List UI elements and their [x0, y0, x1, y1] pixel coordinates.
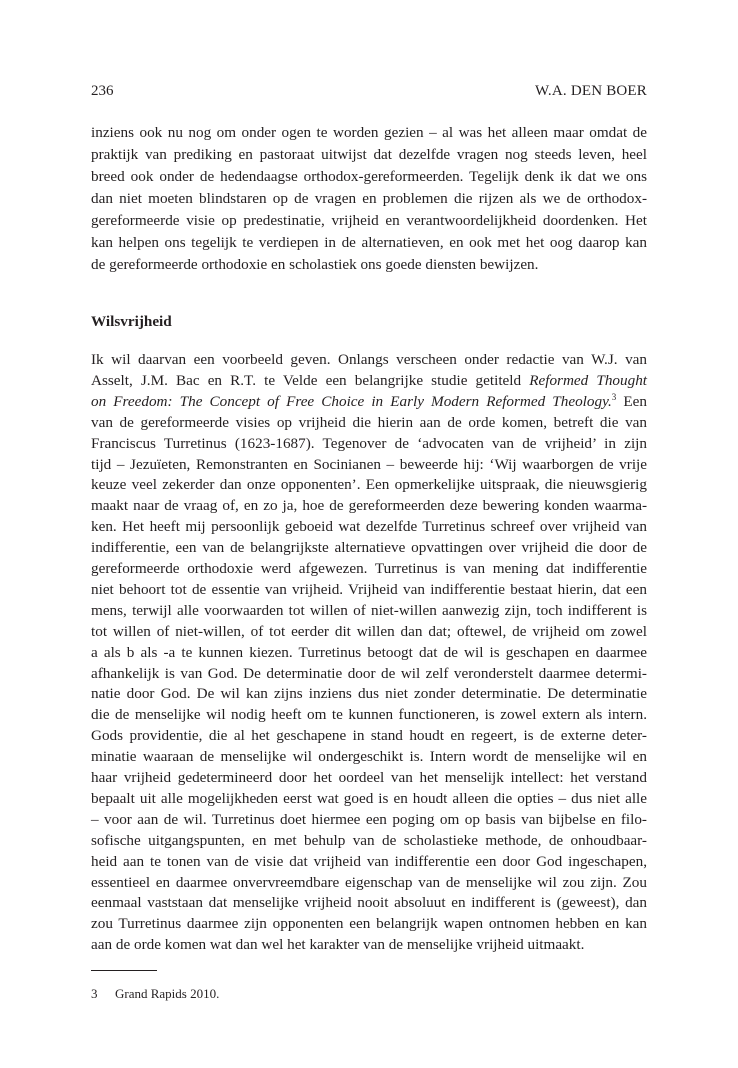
- text-line: praktijk van prediking en pastoraat uitwijst dat dezelfde vragen nog steeds leven, heel: [91, 146, 647, 163]
- text-line: afhankelijk is van God. De determinatie door de wil zelf veronderstelt daarmee determi-: [91, 664, 647, 682]
- footnote-reference[interactable]: 3: [611, 391, 617, 402]
- text-line: a als b als -a te kunnen kiezen. Turretinus betoogt dat de wil is geschapen en daarmee: [91, 643, 647, 661]
- text-line: gereformeerde visie op predestinatie, vrijheid en verantwoordelijkheid doordenken. Het: [91, 212, 647, 229]
- book-title-italic: Reformed Thought: [529, 371, 648, 389]
- text-line: [91, 391, 647, 413]
- text-line: de gereformeerde orthodoxie en scholastiek ons goede diensten bewijzen.: [91, 256, 539, 273]
- text-line: Ik wil daarvan een voorbeeld geven. Onlangs verscheen onder redactie van W.J. van: [91, 351, 647, 368]
- text-line: bepaalt uit alle mogelijkheden eerst wat goed is en houdt alleen die opties – dus niet alle: [91, 789, 647, 807]
- text-line: kan helpen ons tegelijk te verdiepen in de alternatieven, en ook met het oog daarop kan: [91, 234, 647, 251]
- page-number: 236: [91, 83, 114, 99]
- text-line: breed ook onder de hedendaagse orthodox-gereformeerden. Tegelijk denk ik dat we ons: [91, 168, 647, 185]
- running-head: W.A. DEN BOER: [534, 83, 647, 99]
- text-line: keuze veel zekerder dan onze opponenten’. Een opmerkelijke uitspraak, die nieuwsgierig: [91, 476, 647, 494]
- text-line: [91, 370, 647, 392]
- text-line: natie door God. De wil kan zijns inziens dus niet zonder determinatie. De determinatie: [91, 685, 647, 703]
- book-title-italic: on Freedom: The Concept of Free Choice in Early Modern Reformed Theology.: [91, 392, 612, 410]
- text-line: aan de orde komen wat dan wel het karakter van de menselijke vrijheid uitmaakt.: [91, 936, 585, 954]
- text-line: mens, terwijl alle voorwaarden tot willen of niet-willen aanwezig zijn, toch indifferent is: [91, 601, 647, 619]
- section-heading: Wilsvrijheid: [91, 313, 172, 330]
- text-line: tot willen of niet-willen, of tot eerder dit willen dan dat; oftewel, de vrijheid om zowel: [91, 622, 647, 640]
- footnote-text: Grand Rapids 2010.: [115, 986, 220, 1001]
- page-header: [91, 81, 647, 101]
- footnote-separator: [91, 970, 157, 971]
- text-run: Asselt, J.M. Bac en R.T. te Velde een belangrijke studie getiteld: [91, 371, 530, 389]
- text-line: heid aan te tonen van de visie dat vrijheid van indifferentie een door God ingeschapen,: [91, 852, 647, 870]
- text-line: dan niet moeten blindstaren op de vragen en problemen die rijzen als we de orthodox-: [91, 190, 647, 207]
- footnote-number: 3: [91, 986, 98, 1001]
- text-line: eenmaal vaststaan dat menselijke vrijheid nooit absoluut en indifferent is (geweest), dan: [91, 894, 647, 912]
- text-line: essentieel en daarmee onvervreemdbare eigenschap van de menselijke wil zou zijn. Zou: [91, 873, 647, 891]
- text-line: minatie waaraan de menselijke wil ondergeschikt is. Intern wordt de menselijke wil en: [91, 748, 647, 766]
- text-line: haar vrijheid gedetermineerd door het oordeel van het menselijk intellect: het verstand: [91, 769, 647, 786]
- text-line: – voor aan de wil. Turretinus doet hiermee een poging om op basis van bijbelse en filo-: [91, 810, 647, 828]
- text-line: van de gereformeerde visies op vrijheid die hierin aan de orde komen, betreft die van: [91, 413, 647, 431]
- text-line: indifferentie, een van de belangrijkste alternatieve opvattingen over vrijheid die door de: [91, 539, 647, 557]
- text-run: Een: [616, 392, 647, 410]
- text-line: ken. Het heeft mij persoonlijk geboeid wat dezelfde Turretinus schreef over vrijheid van: [91, 518, 647, 536]
- text-line: tijd – Jezuïeten, Remonstranten en Socinianen – beweerde hij: ‘Wij waarborgen de vrije: [91, 455, 647, 473]
- text-line: maakt naar de vraag of, en zo ja, hoe de gereformeerden deze bewering konden waarma-: [91, 497, 647, 515]
- text-line: inziens ook nu nog om onder ogen te worden gezien – al was het alleen maar omdat de: [91, 124, 647, 141]
- text-line: zou Turretinus daarmee zijn opponenten een belangrijk wapen ontnomen hebben en kan: [91, 915, 647, 933]
- footnote: [91, 985, 219, 1003]
- text-line: sofische uitgangspunten, en met behulp van de scholastieke methode, de onhoudbaar-: [91, 831, 647, 849]
- text-line: gereformeerde orthodoxie werd afgewezen. Turretinus is van mening dat indifferentie: [91, 560, 647, 577]
- text-line: Gods providentie, die al het geschapene in stand houdt en regeert, is de externe deter-: [91, 727, 647, 745]
- text-line: die de menselijke wil nodig heeft om te kunnen functioneren, is zowel extern als intern.: [91, 706, 647, 724]
- text-line: niet behoort tot de essentie van vrijheid. Vrijheid van indifferentie bestaat hierin, dat een: [91, 580, 647, 598]
- text-line: Franciscus Turretinus (1623-1687). Tegenover de ‘advocaten van de vrijheid’ in zijn: [91, 434, 647, 452]
